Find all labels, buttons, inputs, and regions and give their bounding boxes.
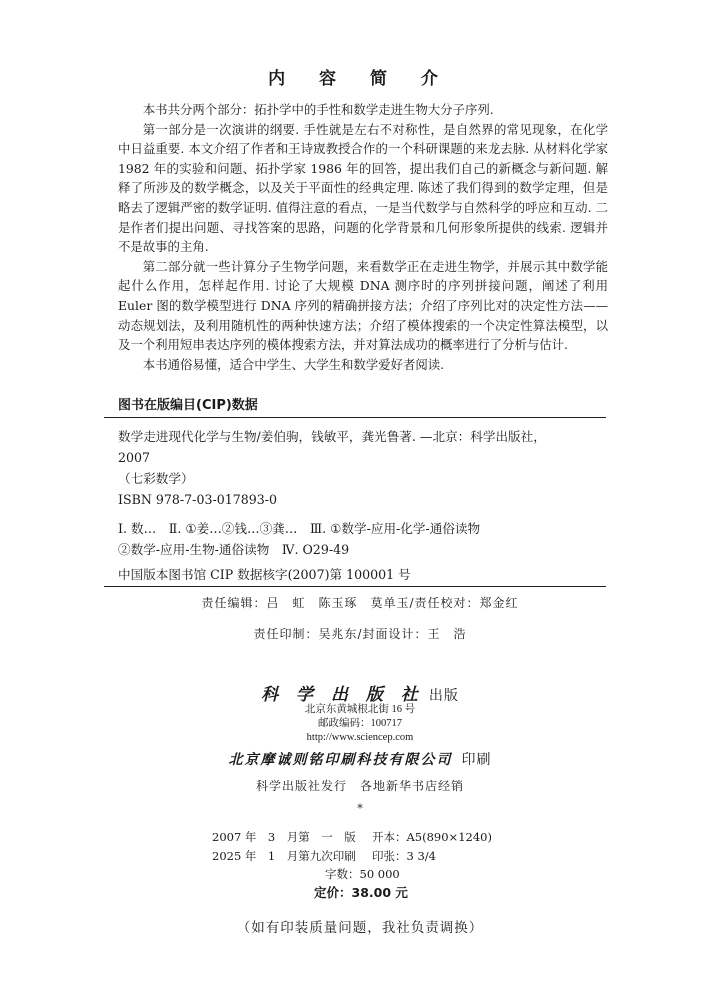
cip-year-line: 2007 xyxy=(118,450,151,465)
price-label: 定价： xyxy=(314,885,352,900)
print-date: 2025 年 1 月第九次印刷 xyxy=(212,849,356,863)
intro-paragraph: 本书共分两个部分：拓扑学中的手性和数学走进生物大分子序列. xyxy=(142,102,494,117)
edition-row xyxy=(212,830,492,845)
intro-paragraph: 本书通俗易懂，适合中学生、大学生和数学爱好者阅读. xyxy=(142,356,445,372)
cip-bottom-rule xyxy=(104,586,606,587)
publisher-role: 出版 xyxy=(428,688,459,704)
printing-row xyxy=(212,849,436,864)
publisher-logo-text: 科 学 出 版 社 xyxy=(261,685,424,705)
word-count: 字数：50 000 xyxy=(325,867,400,881)
publisher-url: http://www.sciencep.com xyxy=(306,732,414,743)
distribution-line: 科学出版社发行 各地新华书店经销 xyxy=(255,779,464,793)
cip-isbn: ISBN 978-7-03-017893-0 xyxy=(118,492,278,507)
intro-body xyxy=(118,100,608,374)
cip-title-line: 数学走进现代化学与生物/姜伯驹，钱敏平，龚光鲁著. —北京：科学出版社， xyxy=(118,429,546,444)
printer-line xyxy=(0,749,720,769)
cip-record xyxy=(118,426,608,585)
printer-role: 印刷 xyxy=(461,752,492,768)
price-value: 38.00 元 xyxy=(351,885,408,900)
printer-name: 北京摩诚则铭印刷科技有限公司 xyxy=(228,752,453,768)
publisher-line xyxy=(0,680,720,705)
quality-notice: （如有印装质量问题，我社负责调换） xyxy=(236,920,484,936)
cip-series: （七彩数学） xyxy=(118,471,194,486)
cip-library-number: 中国版本图书馆 CIP 数据核字(2007)第 100001 号 xyxy=(118,567,411,582)
publisher-info xyxy=(0,703,720,745)
separator-star: * xyxy=(357,802,363,815)
intro-paragraph: 第二部分就一些计算分子生物学问题，来看数学正在走进生物学，并展示其中数学能起什么作用，怎样起作用. 讨论了大规模 DNA 测序时的序列拼接问题，阐述了利用 Euler 图的数学模型进行 DNA 序列的精确拼接方法；介绍了序列比对的决定性方法——动态规划法，及利用随机性的两种快速方法；介绍了模体搜索的一个决定性算法模型，以及一个利用短串表达序列的模体搜索方法，并对算法成功的概率进行了分析与估计. xyxy=(118,258,608,353)
intro-title: 内 容 简 介 xyxy=(268,69,452,89)
cip-top-rule xyxy=(104,417,606,418)
publisher-postcode: 邮政编码：100717 xyxy=(318,718,402,729)
cip-subjects: ②数学-应用-生物-通俗读物 Ⅳ. O29-49 xyxy=(118,542,350,557)
cip-subjects: Ⅰ. 数… Ⅱ. ①姜…②钱…③龚… Ⅲ. ①数学-应用-化学-通俗读物 xyxy=(118,521,481,536)
book-format: 开本：A5(890×1240) xyxy=(372,830,492,844)
editor-credits: 责任编辑：吕 虹 陈玉琢 莫单玉/责任校对：郑金红 xyxy=(201,596,519,610)
price-row xyxy=(314,885,408,900)
edition-date: 2007 年 3 月第 一 版 xyxy=(212,830,356,844)
publisher-address: 北京东黄城根北街 16 号 xyxy=(304,704,416,715)
intro-paragraph: 第一部分是一次演讲的纲要. 手性就是左右不对称性，是自然界的常见现象，在化学中日益重要. 本文介绍了作者和王诗宬教授合作的一个科研课题的来龙去脉. 从材料化学家 1982 年的实验和问题、拓扑学家 1986 年的回答，提出我们自己的新概念与新问题. 解释了所涉及的数学概念，以及关于平面性的经典定理. 陈述了我们得到的数学定理，但是略去了逻辑严密的数学证明. 值得注意的看点，一是当代数学与自然科学的呼应和互动. 二是作者们提出问题、寻找答案的思路，问题的化学背景和几何形象所提供的线索. 逻辑并不是故事的主角. xyxy=(118,121,608,255)
print-sheets: 印张：3 3/4 xyxy=(372,849,436,863)
cip-heading: 图书在版编目(CIP)数据 xyxy=(118,398,258,413)
production-credits: 责任印制：吴兆东/封面设计：王 浩 xyxy=(253,627,467,641)
